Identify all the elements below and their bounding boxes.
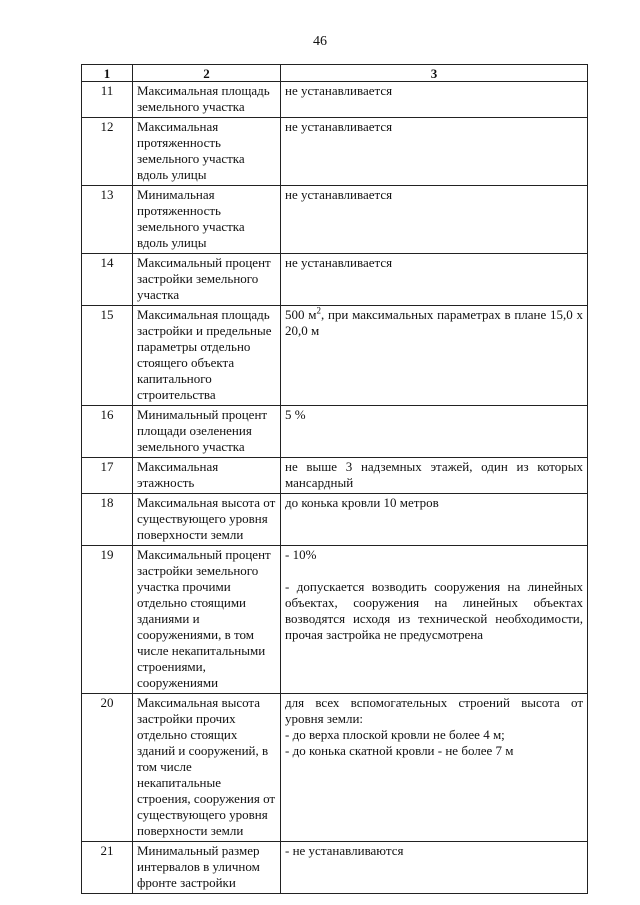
row-number: 21 bbox=[82, 842, 133, 894]
table-header-row bbox=[82, 65, 588, 82]
parameter-value: не устанавливается bbox=[281, 118, 588, 186]
parameter-name: Минимальный процент площади озеленения земельного участка bbox=[133, 406, 281, 458]
row-number: 17 bbox=[82, 458, 133, 494]
table-row bbox=[82, 694, 588, 842]
parameter-value: 5 % bbox=[281, 406, 588, 458]
table-row bbox=[82, 842, 588, 894]
column-header-value: 3 bbox=[281, 65, 588, 82]
parameter-value bbox=[281, 306, 588, 406]
parameter-name: Максимальный процент застройки земельного участка bbox=[133, 254, 281, 306]
table-row bbox=[82, 546, 588, 694]
row-number: 14 bbox=[82, 254, 133, 306]
parameter-value: не устанавливается bbox=[281, 82, 588, 118]
row-number: 13 bbox=[82, 186, 133, 254]
parameter-value bbox=[281, 694, 588, 842]
row-number: 19 bbox=[82, 546, 133, 694]
superscript: 2 bbox=[316, 305, 321, 316]
value-paragraph: - допускается возводить сооружения на линейных объектах, сооружения на линейных объектах возводятся исходя из технической необходимости, прочая застройка не предусмотрена bbox=[285, 579, 583, 642]
value-paragraph: - до конька скатной кровли - не более 7 м bbox=[285, 743, 514, 758]
row-number: 12 bbox=[82, 118, 133, 186]
parameter-value: не устанавливается bbox=[281, 186, 588, 254]
parameter-name: Максимальная этажность bbox=[133, 458, 281, 494]
table-row bbox=[82, 494, 588, 546]
parameter-value: - не устанавливаются bbox=[281, 842, 588, 894]
table-row bbox=[82, 306, 588, 406]
parameter-value bbox=[281, 546, 588, 694]
parameter-value: не выше 3 надземных этажей, один из которых мансардный bbox=[281, 458, 588, 494]
table-row bbox=[82, 406, 588, 458]
table-row bbox=[82, 458, 588, 494]
parameter-name: Максимальная площадь земельного участка bbox=[133, 82, 281, 118]
value-paragraph: - до верха плоской кровли не более 4 м; bbox=[285, 727, 505, 742]
column-header-number: 1 bbox=[82, 65, 133, 82]
value-text: 500 м bbox=[285, 307, 317, 322]
parameter-name: Максимальный процент застройки земельного участка прочими отдельно стоящими зданиями и сооружениями, в том числе некапитальными строениями, сооружениями bbox=[133, 546, 281, 694]
parameter-name: Максимальная высота от существующего уровня поверхности земли bbox=[133, 494, 281, 546]
parameter-value: не устанавливается bbox=[281, 254, 588, 306]
row-number: 16 bbox=[82, 406, 133, 458]
row-number: 20 bbox=[82, 694, 133, 842]
parameter-name: Минимальный размер интервалов в уличном фронте застройки bbox=[133, 842, 281, 894]
parameter-value: до конька кровли 10 метров bbox=[281, 494, 588, 546]
table-row bbox=[82, 82, 588, 118]
table-row bbox=[82, 254, 588, 306]
value-text: , при максимальных параметрах в плане 15,0 х 20,0 м bbox=[285, 307, 583, 338]
row-number: 11 bbox=[82, 82, 133, 118]
value-paragraph: для всех вспомогательных строений высота от уровня земли: bbox=[285, 695, 583, 726]
table-row bbox=[82, 118, 588, 186]
parameter-name: Минимальная протяженность земельного участка вдоль улицы bbox=[133, 186, 281, 254]
parameters-table bbox=[81, 64, 588, 894]
column-header-parameter: 2 bbox=[133, 65, 281, 82]
row-number: 18 bbox=[82, 494, 133, 546]
page-number: 46 bbox=[313, 34, 327, 49]
row-number: 15 bbox=[82, 306, 133, 406]
parameter-name: Максимальная площадь застройки и предельные параметры отдельно стоящего объекта капитального строительства bbox=[133, 306, 281, 406]
table-row bbox=[82, 186, 588, 254]
parameter-name: Максимальная протяженность земельного участка вдоль улицы bbox=[133, 118, 281, 186]
value-paragraph: - 10% bbox=[285, 547, 317, 562]
parameter-name: Максимальная высота застройки прочих отдельно стоящих зданий и сооружений, в том числе некапитальные строения, сооружения от существующего уровня поверхности земли bbox=[133, 694, 281, 842]
